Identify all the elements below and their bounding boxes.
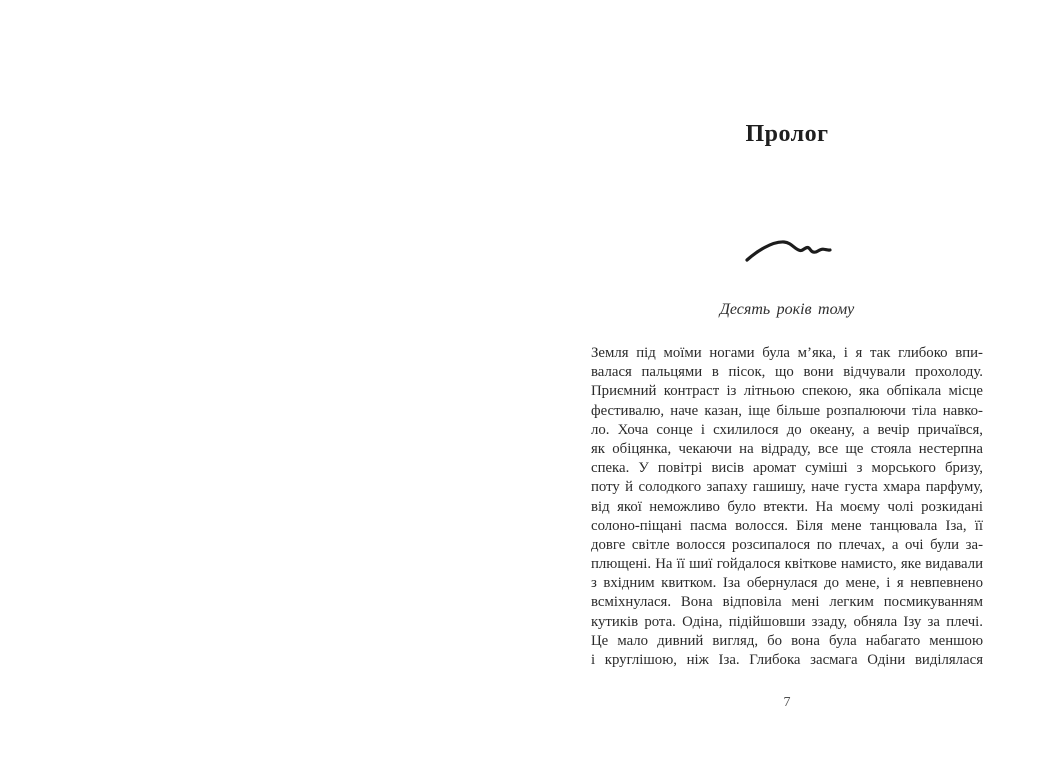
text-line: довге світле волосся розсипалося по плечах, а очі були за- xyxy=(591,536,983,553)
text-line: і круглішою, ніж Іза. Глибока засмага Одіни виділялася xyxy=(591,652,983,668)
text-line: від якої неможливо було втекти. На моєму чолі розкидані xyxy=(591,498,983,515)
chapter-title: Пролог xyxy=(745,121,829,147)
text-line: поту й солодкого запаху гашишу, наче густа хмара парфуму, xyxy=(591,479,983,496)
text-line: солоно-піщані пасма волосся. Біля мене танцювала Іза, її xyxy=(591,517,983,534)
text-line: спека. У повітрі висів аромат суміші з морського бризу, xyxy=(591,460,983,477)
text-line: Земля під моїми ногами була м’яка, і я так глибоко впи- xyxy=(591,345,983,361)
text-line: всміхнулася. Вона відповіла мені легким посмикуванням xyxy=(591,594,983,611)
text-line: з вхідним квитком. Іза обернулася до мене, і я невпевнено xyxy=(591,575,983,592)
page-number: 7 xyxy=(783,695,791,710)
chapter-dateline: Десять років тому xyxy=(719,301,855,318)
wave-squiggle-icon xyxy=(744,236,834,266)
text-line: Це мало дивний вигляд, бо вона була набагато меншою xyxy=(591,632,983,649)
text-line: кутиків рота. Одіна, підійшовши ззаду, обняла Ізу за плечі. xyxy=(591,613,983,630)
text-line: плющені. На її шиї гойдалося квіткове намисто, яке видавали xyxy=(591,556,983,573)
text-line: валася пальцями в пісок, що вони відчували прохолоду. xyxy=(591,364,983,381)
text-line: фестивалю, наче казан, іще більше розпалюючи тіла навко- xyxy=(591,402,983,419)
text-line: ло. Хоча сонце і схилилося до океану, а вечір причаївся, xyxy=(591,421,983,438)
text-line: Приємний контраст із літньою спекою, яка обпікала місце xyxy=(591,383,983,400)
body-text-block xyxy=(591,344,983,670)
text-line: як обіцянка, чекаючи на відраду, все ще стояла нестерпна xyxy=(591,440,983,457)
